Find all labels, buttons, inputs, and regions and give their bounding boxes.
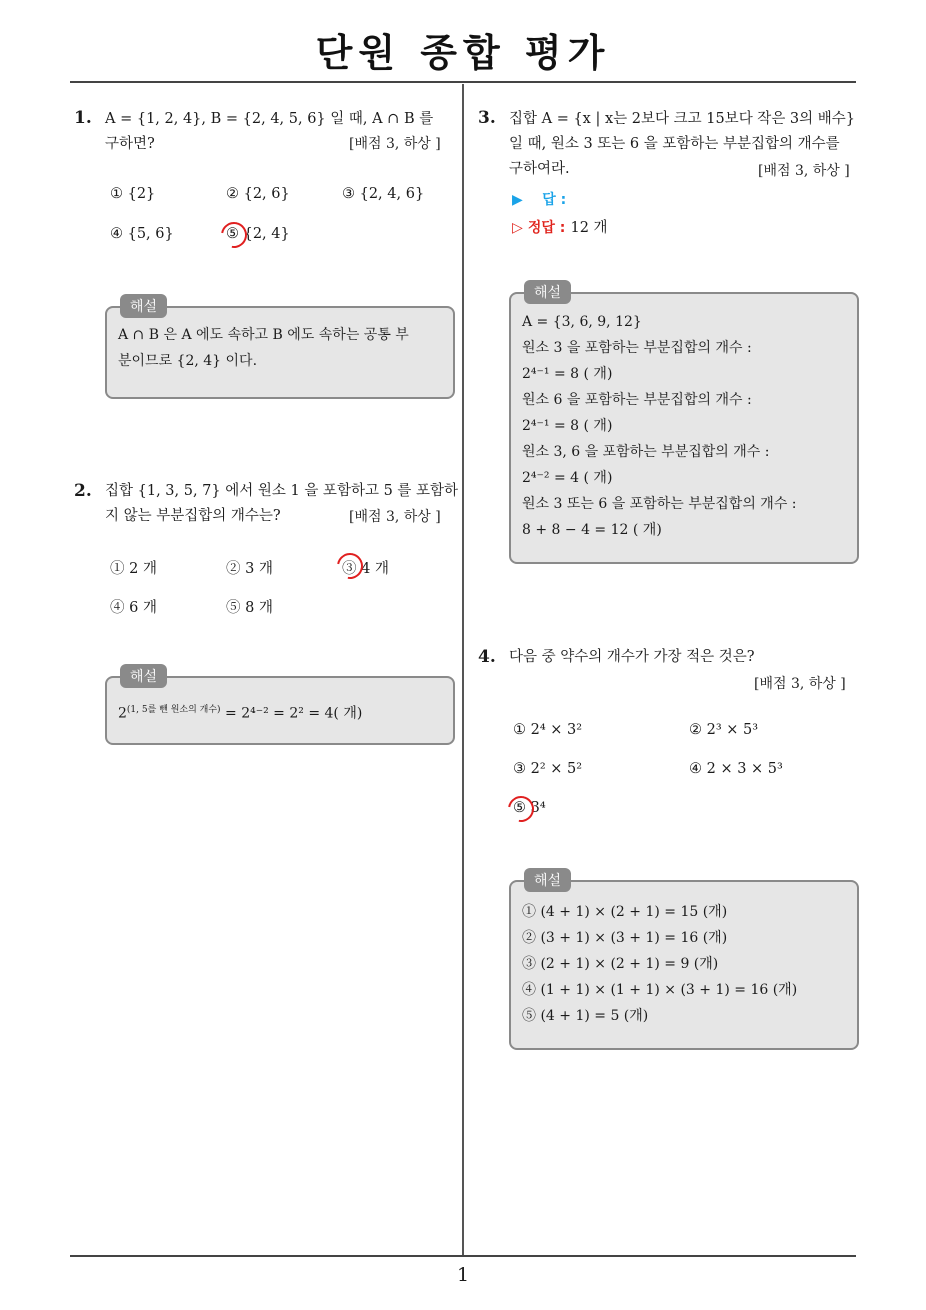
q1-choice-4[interactable]: ④ {5, 6} xyxy=(110,226,174,242)
q4-meta: [배점 3, 하상 ] xyxy=(754,676,846,692)
q4-choice-2[interactable]: ② 2³ × 5³ xyxy=(689,722,759,738)
q2-choice-5[interactable]: ⑤ 8 개 xyxy=(226,600,273,616)
q3-answer-row xyxy=(512,189,566,209)
q4-solution-line1: ① (4 + 1) × (2 + 1) = 15 (개) xyxy=(522,904,728,920)
q4-choice-4[interactable]: ④ 2 × 3 × 5³ xyxy=(689,761,783,777)
q2-solution-base: 2 xyxy=(118,705,127,722)
q3-correct-value: 12 개 xyxy=(570,220,608,236)
q3-solution-line3: 2⁴⁻¹ = 8 ( 개) xyxy=(522,366,613,382)
q4-number: 4. xyxy=(478,647,496,667)
q1-choice-3[interactable]: ③ {2, 4, 6} xyxy=(342,186,425,202)
q2-choice-1[interactable]: ① 2 개 xyxy=(110,561,157,577)
answer-marker-icon: ▶ xyxy=(512,192,523,208)
q1-number: 1. xyxy=(74,108,92,128)
q2-answer-circle xyxy=(332,548,368,584)
q4-solution-line4: ④ (1 + 1) × (1 + 1) × (3 + 1) = 16 (개) xyxy=(522,982,798,998)
q2-meta: [배점 3, 하상 ] xyxy=(349,509,441,525)
page-title: 단원 종합 평가 xyxy=(315,31,611,75)
q3-text-line1: 집합 A = {x | x는 2보다 크고 15보다 작은 3의 배수} xyxy=(509,111,856,127)
q4-solution-line5: ⑤ (4 + 1) = 5 (개) xyxy=(522,1008,649,1024)
q3-solution-line6: 원소 3, 6 을 포함하는 부분집합의 개수 : xyxy=(522,444,770,460)
q1-solution-label: 해설 xyxy=(120,294,167,318)
q3-solution-line5: 2⁴⁻¹ = 8 ( 개) xyxy=(522,418,613,434)
q1-text-line2: 구하면? xyxy=(105,136,155,152)
q2-solution-exponent: (1, 5를 뺀 원소의 개수) xyxy=(126,705,221,715)
q4-choice-1[interactable]: ① 2⁴ × 3² xyxy=(513,722,583,738)
q1-text-line1: A = {1, 2, 4}, B = {2, 4, 5, 6} 일 때, A ∩ B 를 xyxy=(105,111,434,127)
q3-correct-row xyxy=(512,216,608,241)
q3-text-line2: 일 때, 원소 3 또는 6 을 포함하는 부분집합의 개수를 xyxy=(509,136,840,152)
q4-solution-line2: ② (3 + 1) × (3 + 1) = 16 (개) xyxy=(522,930,728,946)
q1-choice-1[interactable]: ① {2} xyxy=(110,186,156,202)
q4-text-line1: 다음 중 약수의 개수가 가장 적은 것은? xyxy=(509,649,755,665)
q3-solution-line4: 원소 6 을 포함하는 부분집합의 개수 : xyxy=(522,392,752,408)
q4-solution-line3: ③ (2 + 1) × (2 + 1) = 9 (개) xyxy=(522,956,719,972)
q2-solution-formula xyxy=(118,698,362,727)
q1-choice-5[interactable]: ⑤ {2, 4} xyxy=(226,226,290,242)
q1-solution-line1: A ∩ B 은 A 에도 속하고 B 에도 속하는 공통 부 xyxy=(118,327,409,343)
q2-text-line2: 지 않는 부분집합의 개수는? xyxy=(105,508,281,524)
column-divider xyxy=(462,84,464,1256)
q3-solution-line7: 2⁴⁻² = 4 ( 개) xyxy=(522,470,613,486)
q4-choice-5[interactable]: ⑤ 3⁴ xyxy=(513,800,546,816)
q3-meta: [배점 3, 하상 ] xyxy=(758,163,850,179)
q1-choice-2[interactable]: ② {2, 6} xyxy=(226,186,290,202)
q3-number: 3. xyxy=(478,108,496,128)
q2-text-line1: 집합 {1, 3, 5, 7} 에서 원소 1 을 포함하고 5 를 포함하 xyxy=(105,483,459,499)
q2-choice-3[interactable]: ③ 4 개 xyxy=(342,561,389,577)
q3-answer-label: 답 : xyxy=(542,192,567,208)
q4-choice-3[interactable]: ③ 2² × 5² xyxy=(513,761,583,777)
q4-answer-circle xyxy=(503,791,539,827)
header-rule xyxy=(70,81,856,83)
q3-solution-line8: 원소 3 또는 6 을 포함하는 부분집합의 개수 : xyxy=(522,496,797,512)
q3-solution-line2: 원소 3 을 포함하는 부분집합의 개수 : xyxy=(522,340,752,356)
q3-solution-line9: 8 + 8 − 4 = 12 ( 개) xyxy=(522,522,662,538)
q1-answer-circle xyxy=(216,217,252,253)
page-number: 1 xyxy=(456,1264,470,1286)
q2-number: 2. xyxy=(74,481,92,501)
q1-meta: [배점 3, 하상 ] xyxy=(349,136,441,152)
q3-correct-label: 정답 : xyxy=(527,220,566,236)
q3-text-line3: 구하여라. xyxy=(509,161,570,177)
q2-choice-4[interactable]: ④ 6 개 xyxy=(110,600,157,616)
footer-rule xyxy=(70,1255,856,1257)
q3-solution-label: 해설 xyxy=(524,280,571,304)
q2-solution-label: 해설 xyxy=(120,664,167,688)
q2-solution-rest: = 2⁴⁻² = 2² = 4( 개) xyxy=(220,705,363,722)
q2-choice-2[interactable]: ② 3 개 xyxy=(226,561,273,577)
q3-solution-line1: A = {3, 6, 9, 12} xyxy=(522,314,642,330)
correct-marker-icon: ▷ xyxy=(512,220,523,236)
q4-solution-label: 해설 xyxy=(524,868,571,892)
q1-solution-line2: 분이므로 {2, 4} 이다. xyxy=(118,353,258,369)
